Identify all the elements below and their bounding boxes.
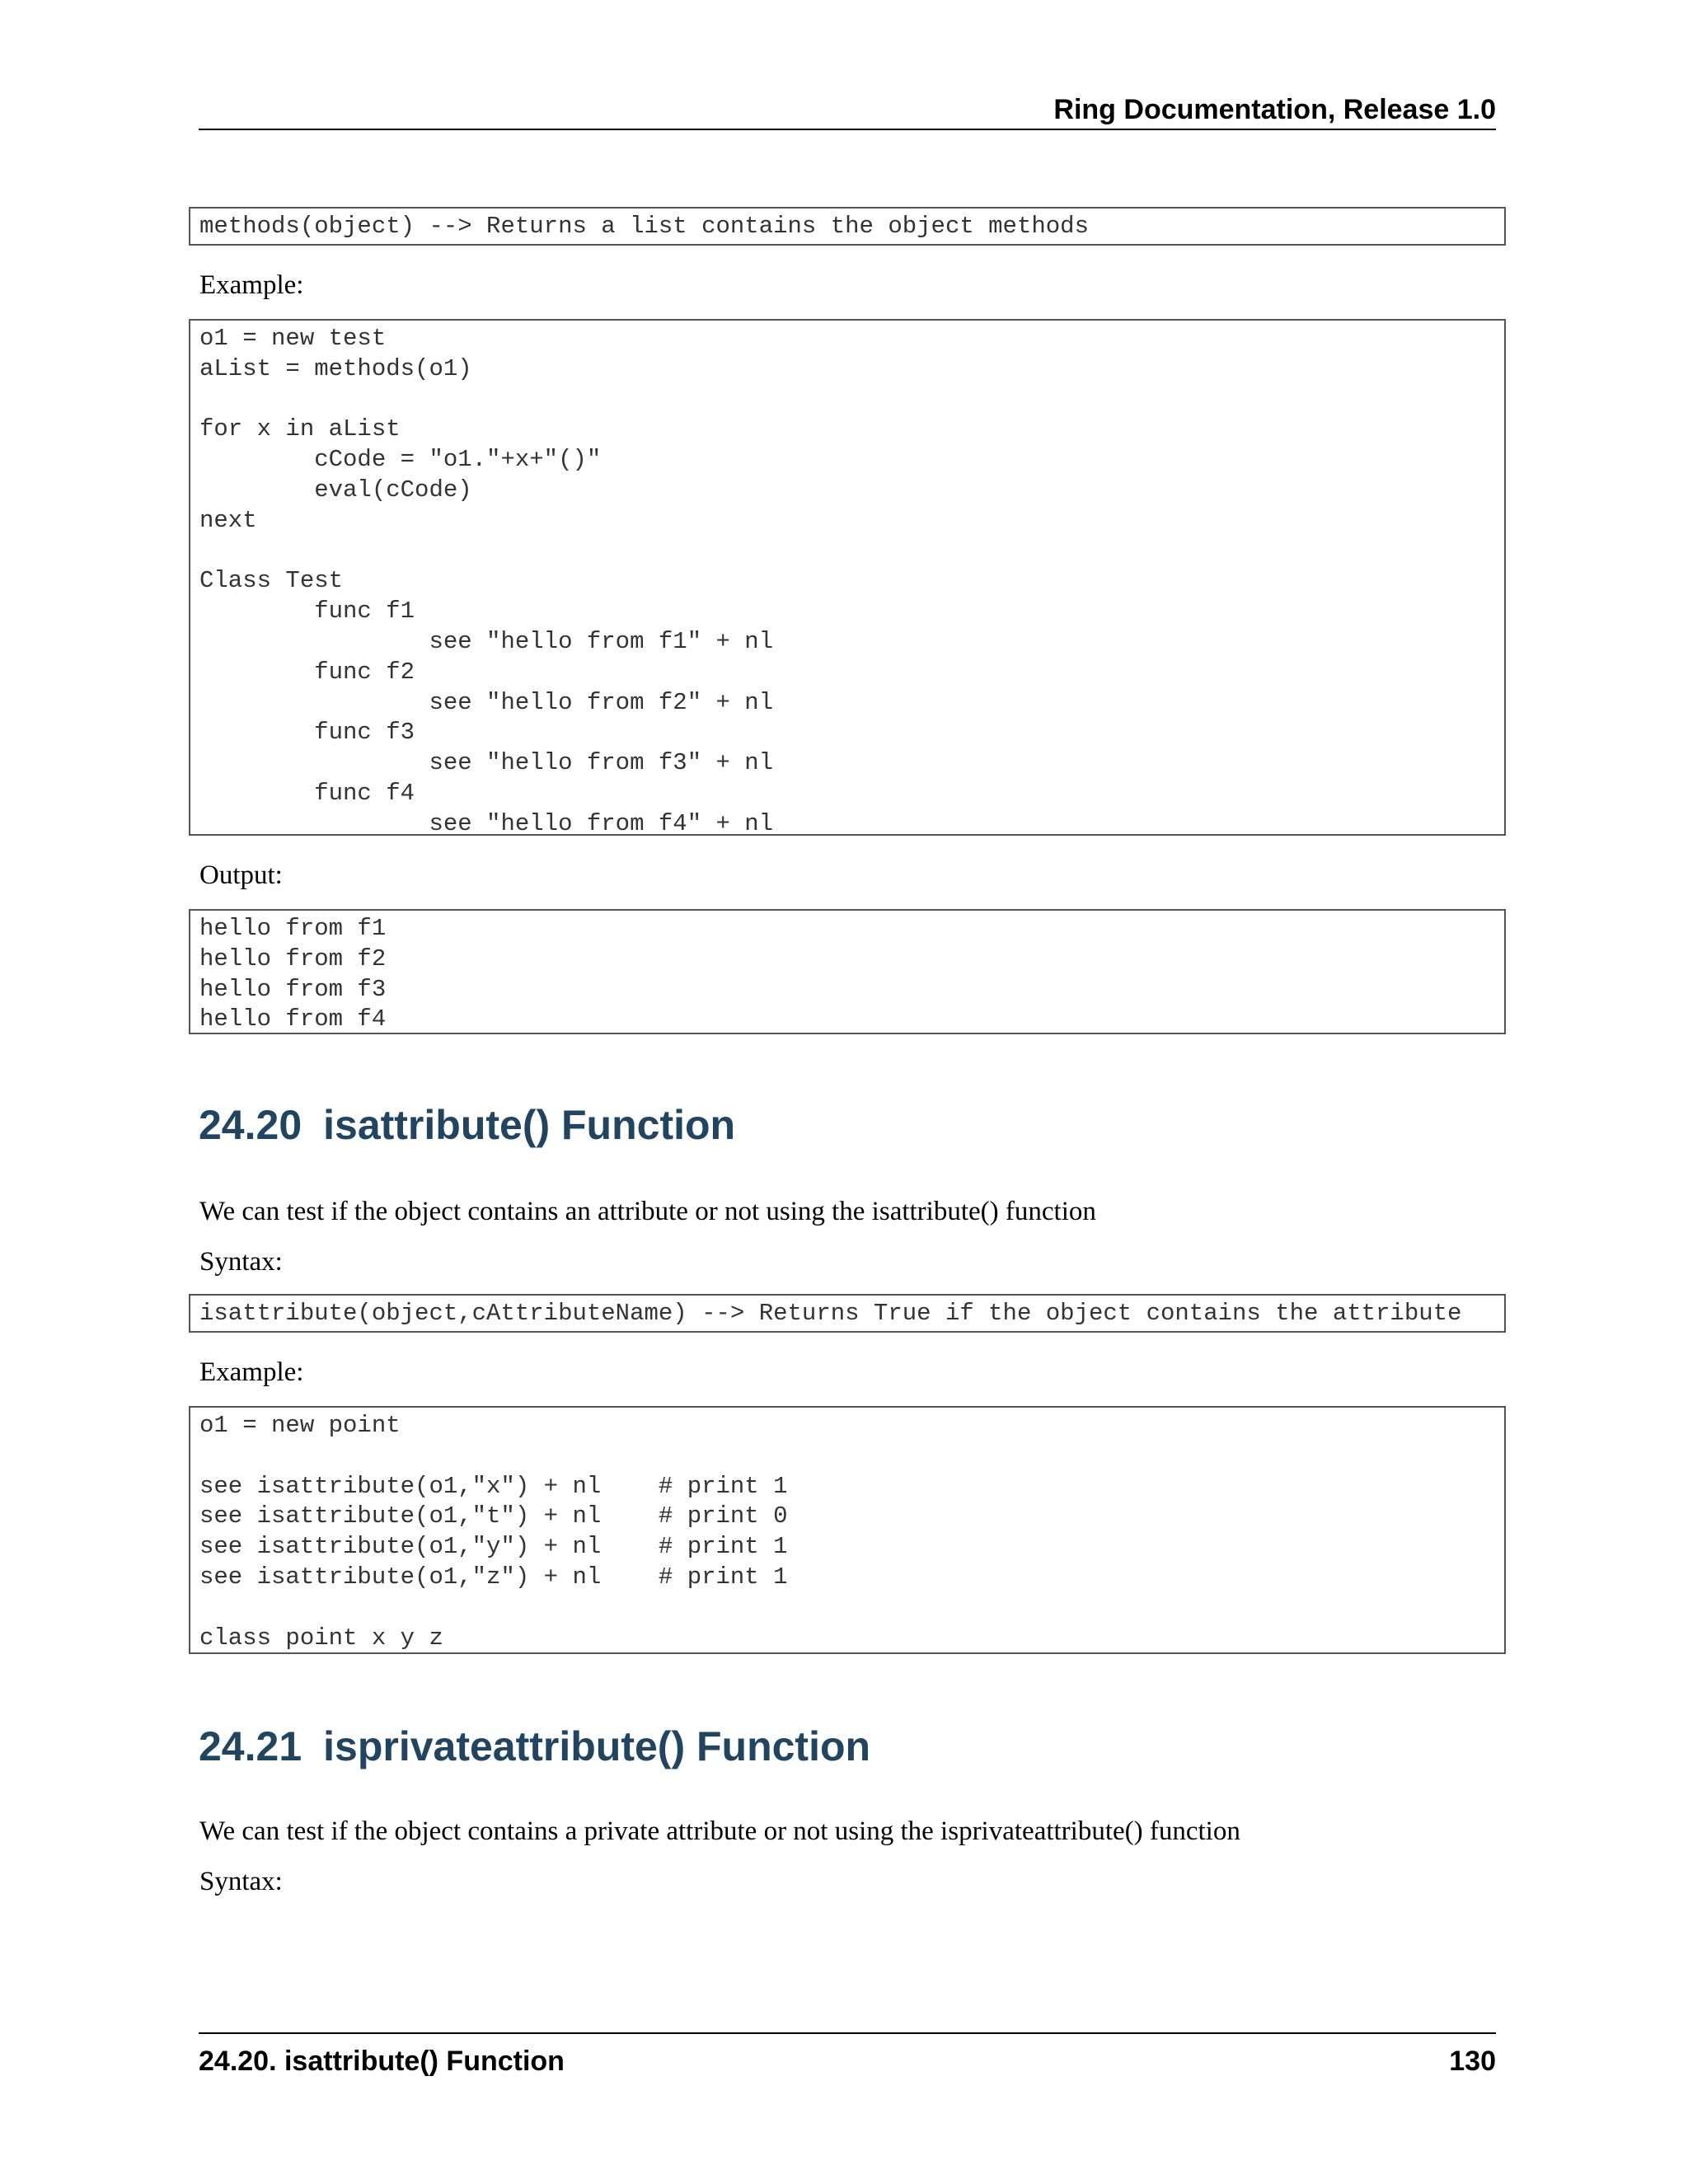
code-line: func f1: [199, 598, 415, 626]
section-number: 24.20: [199, 1102, 302, 1148]
code-line: see "hello from f3" + nl: [199, 749, 774, 777]
code-line: see isattribute(o1,"z") + nl # print 1: [199, 1563, 788, 1591]
methods-syntax-code: [189, 207, 1506, 246]
example-label: Example:: [199, 270, 304, 300]
code-line: see isattribute(o1,"x") + nl # print 1: [199, 1472, 788, 1500]
code-line: aList = methods(o1): [199, 354, 472, 382]
isattribute-example-code: [189, 1406, 1506, 1654]
code-line: see "hello from f2" + nl: [199, 688, 774, 716]
section-heading-isprivateattribute: [199, 1722, 870, 1771]
code-line: [199, 1441, 1504, 1472]
example-label: Example:: [199, 1357, 304, 1387]
running-header: [199, 89, 1496, 130]
footer-section: 24.20. isattribute() Function: [199, 2046, 565, 2077]
header-title: Ring Documentation, Release 1.0: [1053, 94, 1496, 125]
code-line: next: [199, 506, 257, 534]
code-line: for x in aList: [199, 415, 401, 443]
code-line: func f3: [199, 719, 415, 747]
code-line: isattribute(object,cAttributeName) --> Returns True if the object contains the attribute: [199, 1300, 1462, 1327]
code-line: hello from f4: [199, 1005, 387, 1033]
syntax-label: Syntax:: [199, 1867, 283, 1896]
code-line: class point x y z: [199, 1624, 443, 1652]
section-title: isattribute() Function: [323, 1102, 736, 1148]
methods-example-code: [189, 319, 1506, 836]
code-line: func f2: [199, 658, 415, 686]
running-footer: [199, 2032, 1496, 2082]
isattribute-syntax-code: [189, 1294, 1506, 1333]
code-line: eval(cCode): [199, 476, 472, 504]
section-title: isprivateattribute() Function: [323, 1723, 871, 1769]
output-label: Output:: [199, 860, 283, 890]
code-line: methods(object) --> Returns a list contains the object methods: [199, 213, 1089, 240]
isprivateattribute-description: We can test if the object contains a private attribute or not using the isprivateattribute() function: [199, 1816, 1240, 1846]
code-line: hello from f1: [199, 915, 387, 942]
footer-page-number: 130: [1449, 2046, 1496, 2077]
code-line: cCode = "o1."+x+"()": [199, 446, 602, 474]
code-line: o1 = new point: [199, 1412, 401, 1439]
syntax-label: Syntax:: [199, 1247, 283, 1277]
code-line: [199, 537, 1504, 567]
code-line: see "hello from f1" + nl: [199, 627, 774, 655]
code-line: hello from f3: [199, 975, 387, 1003]
code-line: see "hello from f4" + nl: [199, 809, 774, 836]
code-line: [199, 385, 1504, 415]
section-number: 24.21: [199, 1723, 302, 1769]
methods-output-code: [189, 909, 1506, 1034]
section-heading-isattribute: [199, 1100, 735, 1150]
code-line: [199, 1593, 1504, 1624]
isattribute-description: We can test if the object contains an attribute or not using the isattribute() function: [199, 1197, 1096, 1226]
code-line: hello from f2: [199, 944, 387, 972]
code-line: Class Test: [199, 567, 344, 595]
code-line: o1 = new test: [199, 325, 387, 352]
code-line: func f4: [199, 779, 415, 807]
code-line: see isattribute(o1,"t") + nl # print 0: [199, 1502, 788, 1530]
code-line: see isattribute(o1,"y") + nl # print 1: [199, 1533, 788, 1561]
